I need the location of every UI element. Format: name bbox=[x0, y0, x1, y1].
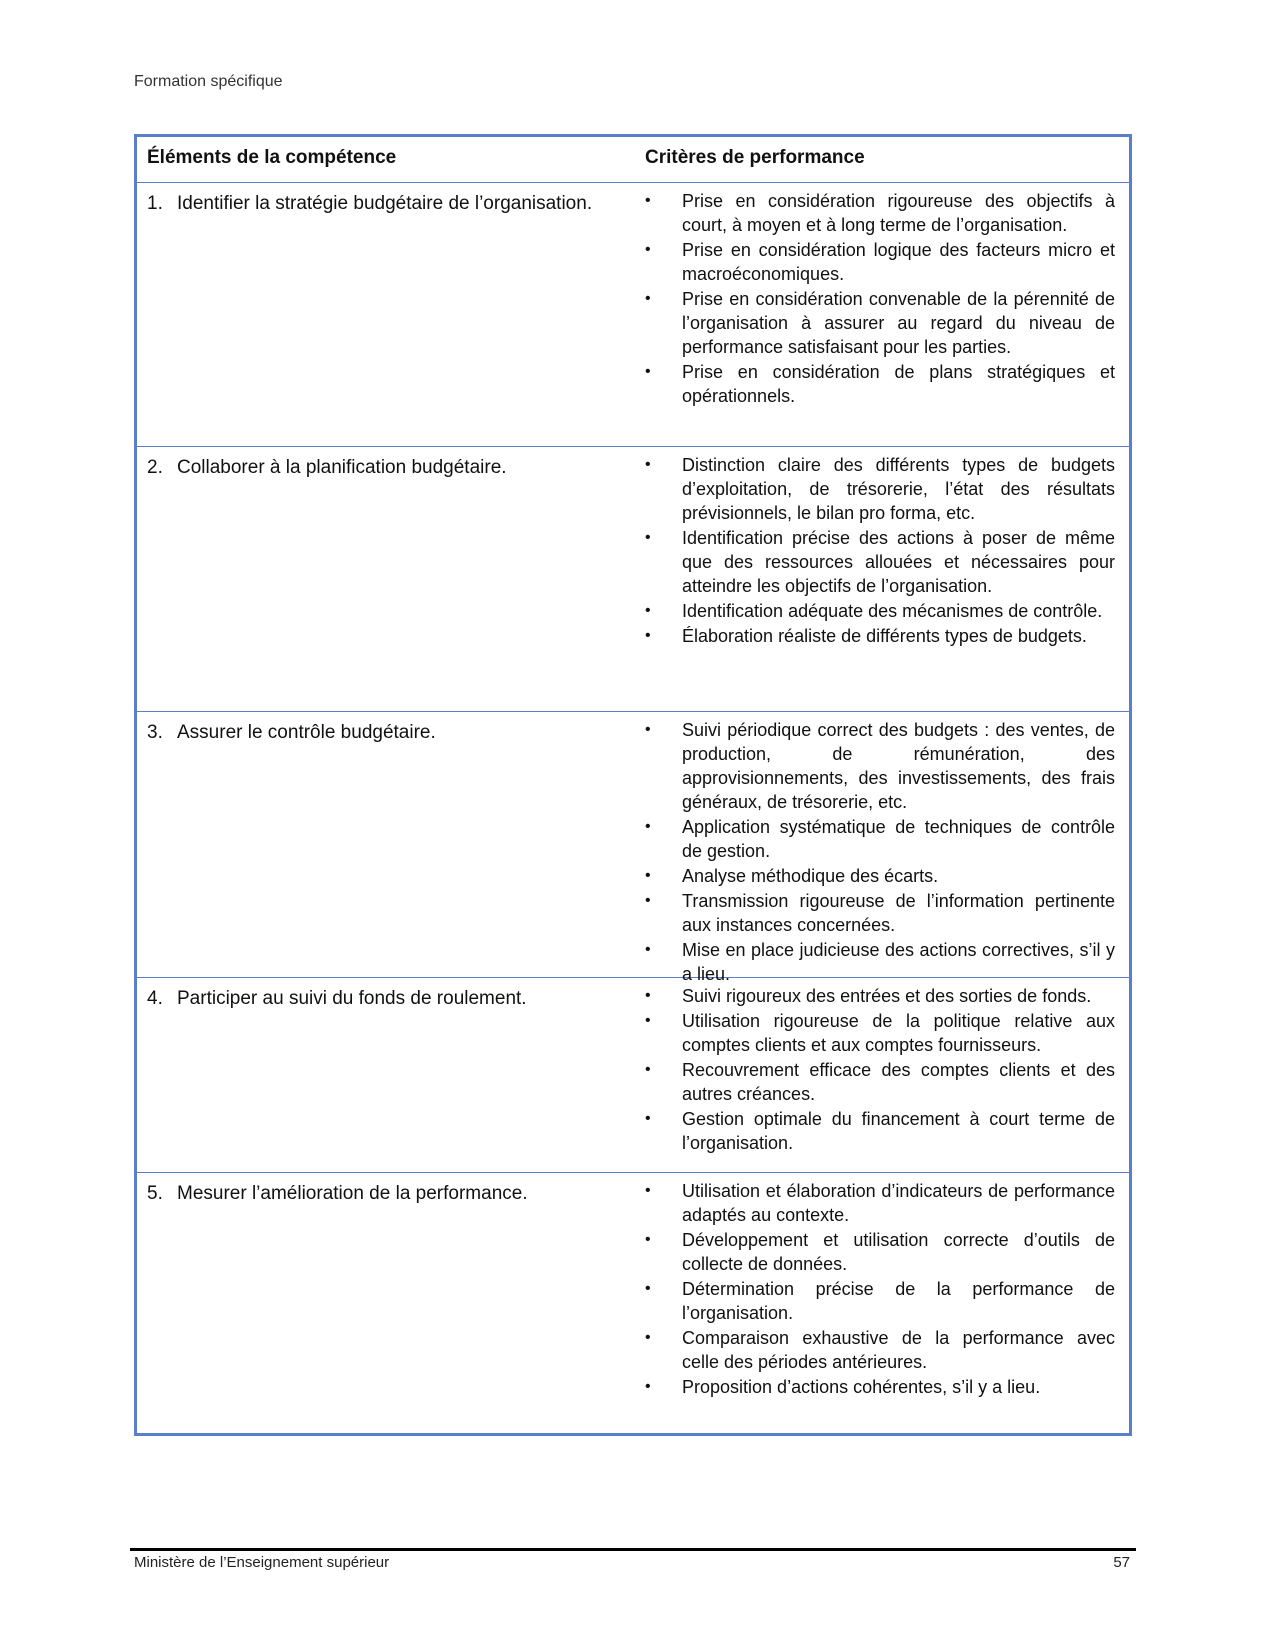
element-number: 3. bbox=[147, 722, 163, 743]
criteria-list bbox=[645, 453, 1115, 649]
criteria-item bbox=[645, 1326, 1115, 1374]
criteria-list bbox=[645, 984, 1115, 1156]
criteria-item bbox=[645, 526, 1115, 598]
criteria-text: Identification précise des actions à poser de même que des ressources allouées et nécessaires pour atteindre les objectifs de l’organisation. bbox=[682, 528, 1115, 596]
criteria-text: Utilisation rigoureuse de la politique relative aux comptes clients et aux comptes fournisseurs. bbox=[682, 1011, 1115, 1055]
criteria-item bbox=[645, 1277, 1115, 1325]
criteria-text: Recouvrement efficace des comptes clients et des autres créances. bbox=[682, 1060, 1115, 1104]
element-number: 1. bbox=[147, 193, 163, 214]
criteria-item bbox=[645, 1009, 1115, 1057]
criteria-item bbox=[645, 864, 1115, 888]
bullet-icon: • bbox=[645, 892, 651, 909]
table-row bbox=[137, 1173, 1129, 1433]
criteria-item bbox=[645, 889, 1115, 937]
element-text: Participer au suivi du fonds de roulement. bbox=[177, 988, 527, 1009]
bullet-icon: • bbox=[645, 529, 651, 546]
bullet-icon: • bbox=[645, 1329, 651, 1346]
criteria-item bbox=[645, 815, 1115, 863]
bullet-icon: • bbox=[645, 1280, 651, 1297]
table-row bbox=[137, 447, 1129, 712]
element-cell bbox=[147, 455, 617, 480]
criteria-text: Élaboration réaliste de différents types de budgets. bbox=[682, 626, 1087, 646]
criteria-text: Analyse méthodique des écarts. bbox=[682, 866, 939, 886]
element-text: Assurer le contrôle budgétaire. bbox=[177, 722, 436, 743]
criteria-item bbox=[645, 189, 1115, 237]
element-text: Identifier la stratégie budgétaire de l’organisation. bbox=[177, 193, 593, 214]
element-number: 2. bbox=[147, 457, 163, 478]
element-text: Mesurer l’amélioration de la performance. bbox=[177, 1183, 528, 1204]
element-cell bbox=[147, 720, 617, 745]
bullet-icon: • bbox=[645, 987, 651, 1004]
criteria-text: Distinction claire des différents types de budgets d’exploitation, de trésorerie, l’état des résultats prévisionnels, le bilan pro forma, etc. bbox=[682, 455, 1115, 523]
competence-table bbox=[134, 134, 1132, 1436]
criteria-text: Détermination précise de la performance de l’organisation. bbox=[682, 1279, 1115, 1323]
criteria-item bbox=[645, 718, 1115, 814]
criteria-item bbox=[645, 1107, 1115, 1155]
criteria-list bbox=[645, 718, 1115, 987]
criteria-text: Prise en considération de plans stratégiques et opérationnels. bbox=[682, 362, 1115, 406]
criteria-text: Mise en place judicieuse des actions correctives, s’il y a lieu. bbox=[682, 940, 1115, 984]
criteria-text: Application systématique de techniques de contrôle de gestion. bbox=[682, 817, 1115, 861]
bullet-icon: • bbox=[645, 1110, 651, 1127]
criteria-text: Suivi périodique correct des budgets : des ventes, de production, de rémunération, des approvisionnements, des investissements, des frais généraux, de trésorerie, etc. bbox=[682, 720, 1115, 812]
criteria-item bbox=[645, 1228, 1115, 1276]
criteria-item bbox=[645, 599, 1115, 623]
criteria-list bbox=[645, 1179, 1115, 1400]
criteria-text: Développement et utilisation correcte d’outils de collecte de données. bbox=[682, 1230, 1115, 1274]
criteria-text: Identification adéquate des mécanismes de contrôle. bbox=[682, 601, 1103, 621]
bullet-icon: • bbox=[645, 627, 651, 644]
header-criteria: Critères de performance bbox=[645, 147, 865, 168]
page-header: Formation spécifique bbox=[134, 73, 283, 90]
element-number: 5. bbox=[147, 1183, 163, 1204]
bullet-icon: • bbox=[645, 602, 651, 619]
bullet-icon: • bbox=[645, 241, 651, 258]
page-number: 57 bbox=[1113, 1554, 1130, 1571]
criteria-item bbox=[645, 1058, 1115, 1106]
criteria-text: Prise en considération convenable de la pérennité de l’organisation à assurer au regard du niveau de performance satisfaisant pour les parties. bbox=[682, 289, 1115, 357]
bullet-icon: • bbox=[645, 1061, 651, 1078]
table-row bbox=[137, 183, 1129, 447]
table-row bbox=[137, 712, 1129, 984]
criteria-text: Transmission rigoureuse de l’information pertinente aux instances concernées. bbox=[682, 891, 1115, 935]
criteria-item bbox=[645, 238, 1115, 286]
criteria-text: Gestion optimale du financement à court terme de l’organisation. bbox=[682, 1109, 1115, 1153]
bullet-icon: • bbox=[645, 867, 651, 884]
criteria-text: Comparaison exhaustive de la performance avec celle des périodes antérieures. bbox=[682, 1328, 1115, 1372]
bullet-icon: • bbox=[645, 192, 651, 209]
bullet-icon: • bbox=[645, 721, 651, 738]
table-row bbox=[137, 978, 1129, 1173]
bullet-icon: • bbox=[645, 1012, 651, 1029]
bullet-icon: • bbox=[645, 941, 651, 958]
element-cell bbox=[147, 986, 617, 1011]
criteria-item bbox=[645, 984, 1115, 1008]
criteria-text: Utilisation et élaboration d’indicateurs de performance adaptés au contexte. bbox=[682, 1181, 1115, 1225]
element-number: 4. bbox=[147, 988, 163, 1009]
bullet-icon: • bbox=[645, 456, 651, 473]
bullet-icon: • bbox=[645, 1378, 651, 1395]
criteria-item bbox=[645, 624, 1115, 648]
criteria-item bbox=[645, 1375, 1115, 1399]
footer-rule bbox=[130, 1548, 1136, 1551]
element-cell bbox=[147, 191, 617, 216]
bullet-icon: • bbox=[645, 1231, 651, 1248]
criteria-item bbox=[645, 287, 1115, 359]
header-elements: Éléments de la compétence bbox=[147, 147, 397, 168]
criteria-text: Proposition d’actions cohérentes, s’il y a lieu. bbox=[682, 1377, 1041, 1397]
criteria-list bbox=[645, 189, 1115, 409]
criteria-item bbox=[645, 360, 1115, 408]
bullet-icon: • bbox=[645, 363, 651, 380]
element-cell bbox=[147, 1181, 617, 1206]
criteria-item bbox=[645, 453, 1115, 525]
footer-ministry: Ministère de l’Enseignement supérieur bbox=[134, 1554, 390, 1571]
bullet-icon: • bbox=[645, 1182, 651, 1199]
criteria-text: Prise en considération logique des facteurs micro et macroéconomiques. bbox=[682, 240, 1115, 284]
element-text: Collaborer à la planification budgétaire. bbox=[177, 457, 507, 478]
criteria-item bbox=[645, 1179, 1115, 1227]
bullet-icon: • bbox=[645, 290, 651, 307]
criteria-text: Prise en considération rigoureuse des objectifs à court, à moyen et à long terme de l’organisation. bbox=[682, 191, 1115, 235]
criteria-text: Suivi rigoureux des entrées et des sorties de fonds. bbox=[682, 986, 1092, 1006]
table-header bbox=[137, 137, 1129, 183]
bullet-icon: • bbox=[645, 818, 651, 835]
